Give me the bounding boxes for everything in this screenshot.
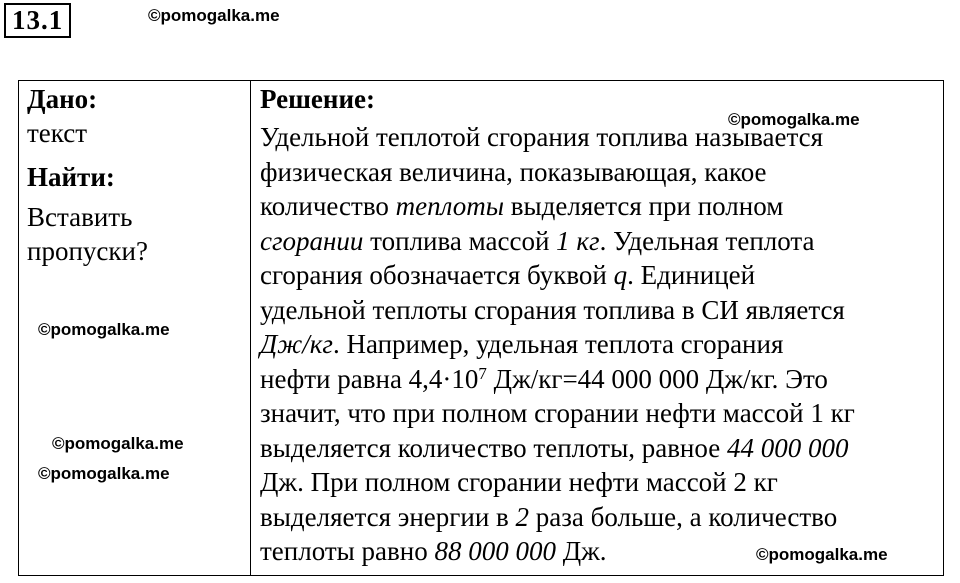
solution-line: нефти равна $4,4\cdot 10^7$ Дж/кг=44 000 000 Дж/кг. Это [260,363,828,394]
italic-term: 44 000 000 [726,432,849,463]
solution-line: физическая величина, показывающая, какое [260,156,767,187]
solution-line: значит, что при полном сгорании нефти массой 1 кг [260,398,855,428]
solution-line: Удельной теплотой сгорания топлива называется [260,122,823,152]
solution-line: теплоты равно 88 000 000 Дж. [260,536,607,566]
watermark: ©pomogalka.me [38,320,170,339]
given-text: текст [27,118,88,148]
watermark: ©pomogalka.me [148,6,280,25]
solution-line: Дж. При полном сгорании нефти массой 2 кг [260,467,778,497]
italic-term: 2 [515,501,530,532]
find-text-line1: Вставить [27,202,133,232]
solution-line: выделяется энергии в 2 раза больше, а количество [260,501,838,532]
problem-number: 13.1 [4,3,71,38]
solution-line: сгорания обозначается буквой q. Единицей [260,260,756,290]
solution-column [260,82,940,569]
column-divider [250,80,251,576]
italic-term: сгорании [260,225,364,256]
solution-line: удельной теплоты сгорания топлива в СИ является [260,294,845,325]
italic-term: 88 000 000 [434,536,556,566]
watermark: ©pomogalka.me [756,545,888,564]
solution-line: выделяется количество теплоты, равное 44 000 000 [260,432,849,463]
given-column [27,82,247,268]
watermark: ©pomogalka.me [38,464,170,483]
solution-label: Решение: [260,84,375,114]
given-label: Дано: [27,84,98,114]
italic-term: Дж/кг [260,329,333,359]
exponent: 7 [478,363,487,383]
italic-term: 1 кг [556,225,600,256]
italic-term: теплоты [395,191,505,221]
find-label: Найти: [27,162,115,192]
italic-term: q [613,260,628,290]
solution-line: сгорании топлива массой 1 кг. Удельная теплота [260,225,815,256]
watermark: ©pomogalka.me [52,434,184,453]
solution-line: количество теплоты выделяется при полном [260,191,784,221]
watermark: ©pomogalka.me [728,110,860,129]
solution-line: Дж/кг. Например, удельная теплота сгорания [260,329,784,359]
find-text-line2: пропуски? [27,236,148,266]
